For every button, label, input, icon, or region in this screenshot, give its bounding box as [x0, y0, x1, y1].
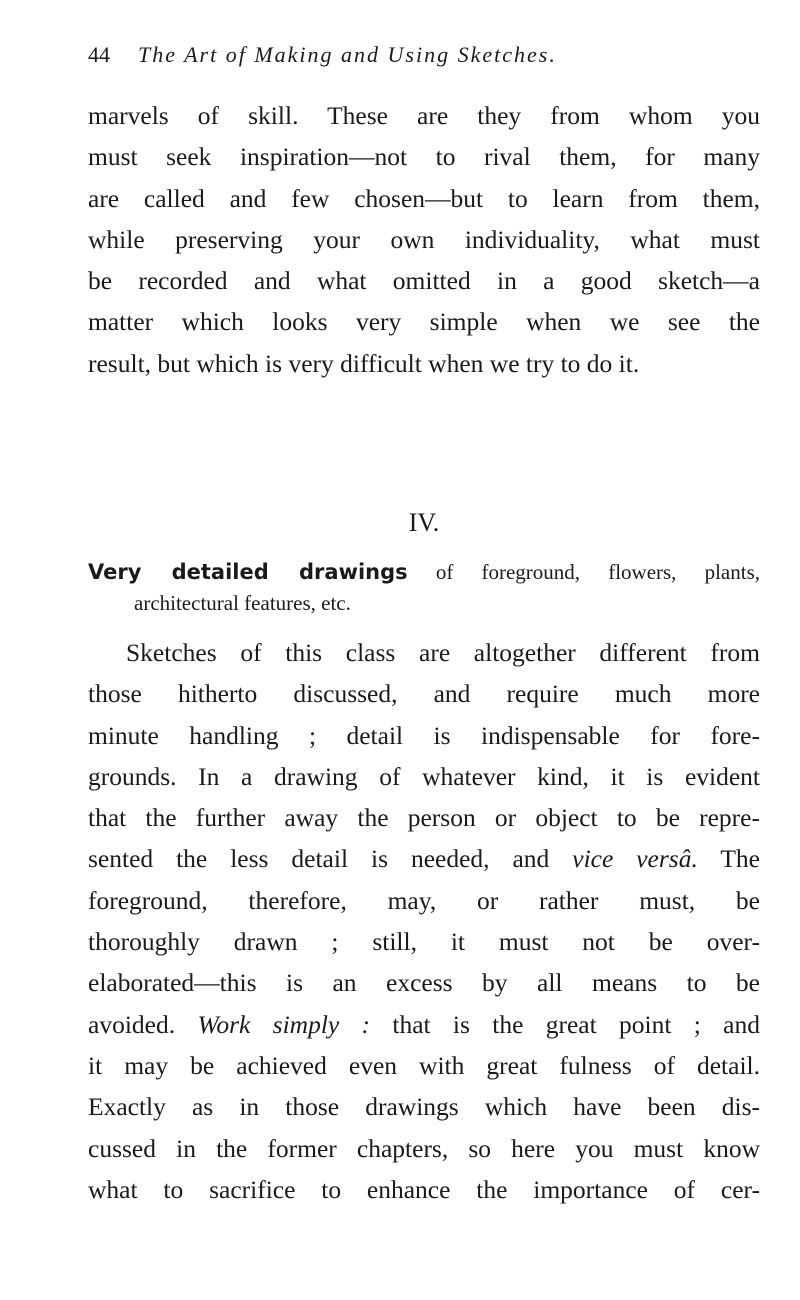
- text-line: it may be achieved even with great fulness of detail.: [88, 1050, 760, 1080]
- text-line: minute handling ; detail is indispensable for fore-: [88, 720, 760, 750]
- text-line: result, but which is very difficult when we try to do it.: [88, 348, 640, 378]
- text-line: that the further away the person or object to be repre-: [88, 803, 760, 833]
- running-head: [88, 42, 760, 68]
- text-line: Exactly as in those drawings which have been dis-: [88, 1092, 760, 1122]
- subheading-line: [88, 557, 760, 588]
- text-line: what to sacrifice to enhance the importance of cer-: [88, 1174, 760, 1204]
- text-line: those hitherto discussed, and require much more: [88, 679, 760, 709]
- section-numeral: IV.: [408, 508, 440, 537]
- italic-phrase: vice versâ.: [572, 844, 698, 874]
- paragraph-body: [88, 632, 760, 1210]
- text-line: foreground, therefore, may, or rather must, be: [88, 885, 760, 915]
- text-span: that is the great point ; and: [392, 1009, 760, 1039]
- text-line: be recorded and what omitted in a good sketch—a: [88, 266, 760, 296]
- text-line: grounds. In a drawing of whatever kind, it is evident: [88, 761, 760, 791]
- text-line: must seek inspiration—not to rival them, for many: [88, 142, 760, 172]
- page-number: 44: [88, 42, 110, 67]
- text-span: avoided.: [88, 1009, 176, 1039]
- paragraph-continued: [88, 95, 760, 384]
- text-line: [88, 1004, 760, 1045]
- text-line: are called and few chosen—but to learn from them,: [88, 183, 760, 213]
- text-span: sented the less detail is needed, and: [88, 844, 550, 874]
- text-line: Sketches of this class are altogether different from: [126, 638, 760, 667]
- text-line: thoroughly drawn ; still, it must not be over-: [88, 927, 760, 957]
- subheading-line-2: architectural features, etc.: [134, 591, 351, 615]
- text-line: matter which looks very simple when we see the: [88, 307, 760, 337]
- subheading-rest: of foreground, flowers, plants,: [435, 560, 761, 584]
- section-subheading: [88, 557, 760, 619]
- italic-phrase: Work simply :: [197, 1009, 371, 1039]
- running-title: The Art of Making and Using Sketches.: [138, 42, 557, 67]
- text-line: cussed in the former chapters, so here you must know: [88, 1133, 760, 1163]
- subheading-bold: Very detailed drawings: [88, 560, 408, 584]
- text-span: The: [720, 844, 761, 874]
- text-line: while preserving your own individuality, what must: [88, 224, 760, 254]
- text-line: elaborated—this is an excess by all means to be: [88, 968, 760, 998]
- text-line: [88, 838, 760, 879]
- text-line: marvels of skill. These are they from whom you: [88, 101, 760, 130]
